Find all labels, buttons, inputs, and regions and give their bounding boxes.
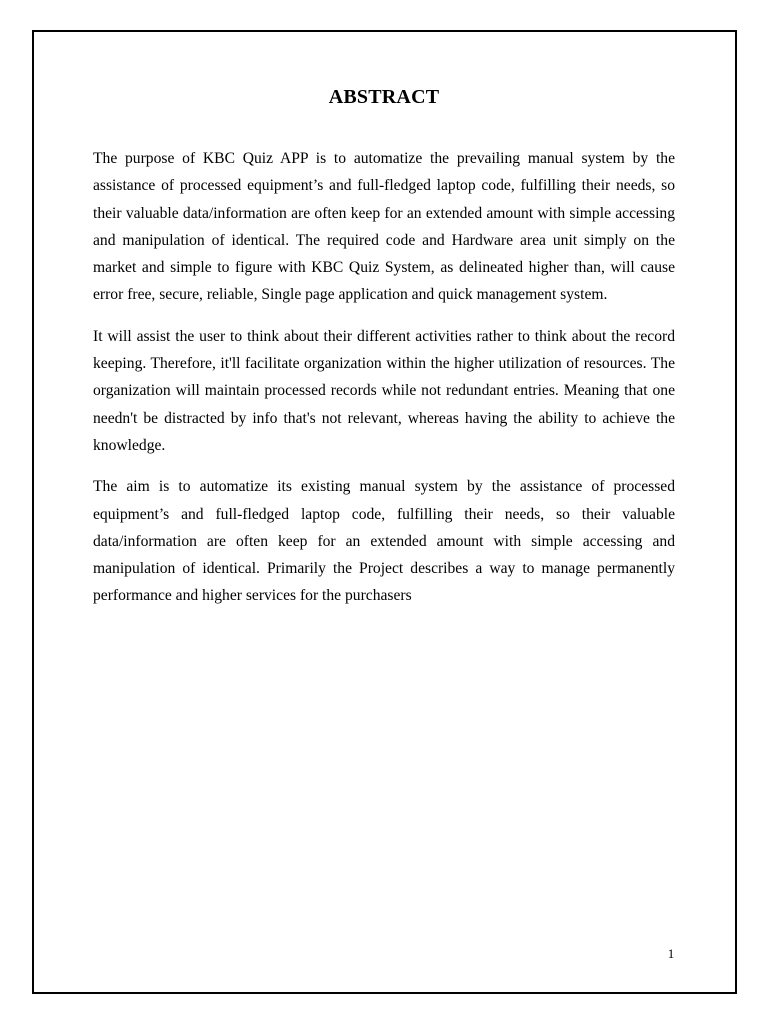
abstract-paragraph-2: It will assist the user to think about their different activities rather to think about the record keeping. Therefore, it'll facilitate organization within the higher utilization of resources. The organization will maintain processed records while not redundant entries. Meaning that one needn't be distracted by info that's not relevant, whereas having the ability to achieve the knowledge. [93,327,675,454]
page-title: ABSTRACT [328,86,440,108]
abstract-body [93,145,675,624]
abstract-paragraph-3: The aim is to automatize its existing manual system by the assistance of processed equipment’s and full-fledged laptop code, fulfilling their needs, so their valuable data/information are often keep for an extended amount with simple accessing and manipulation of identical. Primarily the Project describes a way to manage permanently performance and higher services for the purchasers [93,478,675,605]
page-number: 1 [667,946,675,961]
abstract-paragraph-1: The purpose of KBC Quiz APP is to automatize the prevailing manual system by the assistance of processed equipment’s and full-fledged laptop code, fulfilling their needs, so their valuable data/information are often keep for an extended amount with simple accessing and manipulation of identical. The required code and Hardware area unit simply on the market and simple to figure with KBC Quiz System, as delineated higher than, will cause error free, secure, reliable, Single page application and quick management system. [93,150,675,304]
